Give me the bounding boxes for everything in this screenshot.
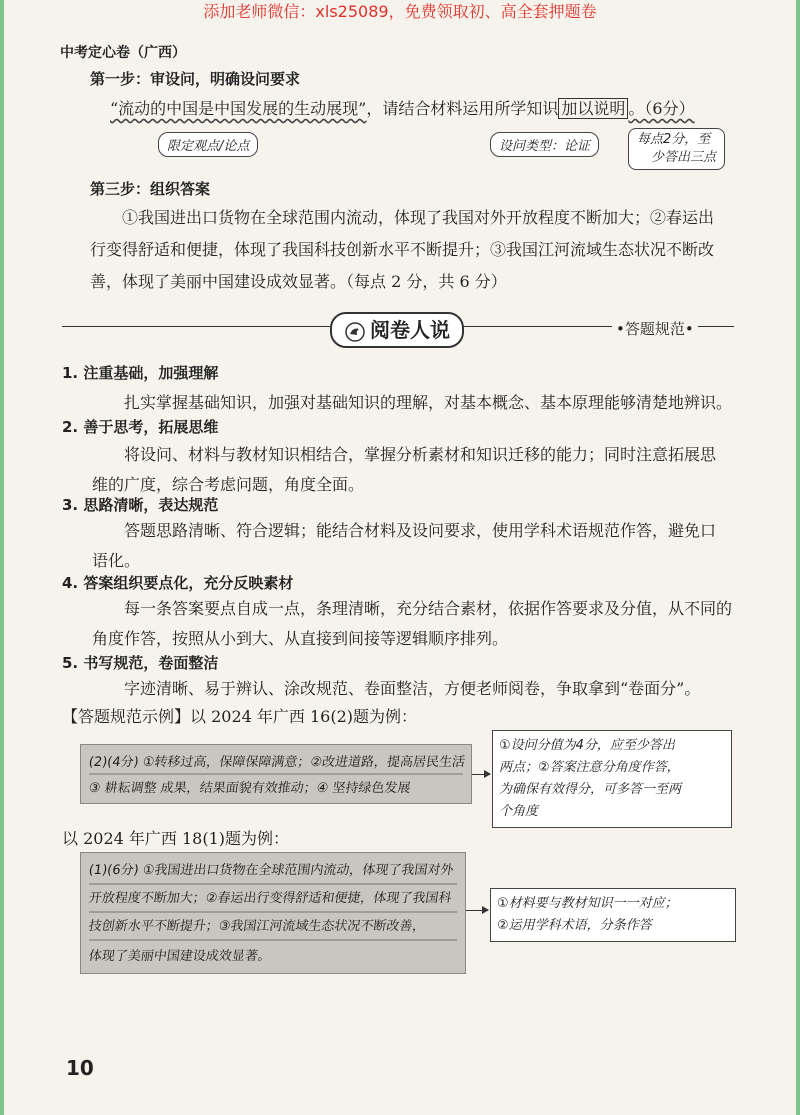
item-line: 每一条答案要点自成一点，条理清晰，充分结合素材，依据作答要求及分值，从不同的 [124, 599, 733, 618]
left-edge-strip [0, 0, 4, 1115]
question-score: 。（6分） [628, 99, 695, 118]
question-mid: ，请结合材料运用所学知识 [366, 99, 559, 118]
reviewer-icon [344, 321, 366, 343]
annotation-scoring-line1: 每点2分，至 [637, 132, 711, 147]
example1-note [492, 730, 732, 828]
note-line: 个角度 [499, 804, 539, 819]
example2-note [490, 888, 736, 942]
running-header: 中考定心卷（广西） [60, 45, 186, 61]
section-title: 阅卷人说 [370, 318, 450, 342]
question-quote: “流动的中国是中国发展的生动展现” [110, 99, 367, 118]
note-line: ①设问分值为4分，应至少答出 [499, 738, 675, 753]
handwriting-line: (2)(4分) ①转移过高，保障保障满意；②改进道路，提高居民生活 [87, 755, 467, 770]
item-line: 将设问、材料与教材知识相结合，掌握分析素材和知识迁移的能力；同时注意拓展思 [124, 445, 717, 464]
page-number: 10 [66, 1056, 94, 1080]
watermark-banner: 添加老师微信：xls25089，免费领取初、高全套押题卷 [203, 2, 597, 21]
handwriting-line: 体现了美丽中国建设成效显著。 [87, 949, 272, 964]
example1-label: 【答题规范示例】以 2024 年广西 16(2)题为例： [62, 707, 418, 726]
step3-title: 第三步：组织答案 [90, 180, 211, 198]
step1-title: 第一步：审设问，明确设问要求 [90, 70, 301, 88]
annotation-scoring [628, 128, 725, 170]
right-edge-strip [796, 0, 800, 1115]
answer-line: 善，体现了美丽中国建设成效显著。（每点 2 分，共 6 分） [90, 272, 507, 291]
item-body [92, 388, 738, 418]
arrow-connector [472, 774, 490, 775]
handwriting-line: ③ 耕耘调整 成果，结果面貌有效推动；④ 坚持绿色发展 [87, 781, 412, 796]
item-line: 维的广度，综合考虑问题，角度全面。 [92, 475, 365, 494]
item-title: 4. 答案组织要点化，充分反映素材 [62, 574, 294, 592]
item-line: 扎实掌握基础知识，加强对基础知识的理解，对基本概念、基本原理能够清楚地辨识。 [124, 393, 733, 412]
handwriting-sample-1 [80, 744, 472, 804]
item-title: 5. 书写规范，卷面整洁 [62, 654, 219, 672]
item-line: 答题思路清晰、符合逻辑；能结合材料及设问要求，使用学科术语规范作答，避免口 [124, 521, 717, 540]
item-title: 1. 注重基础，加强理解 [62, 364, 219, 382]
step3-answer [90, 202, 740, 298]
handwriting-line: 开放程度不断加大；②春运出行变得舒适和便捷，体现了我国科 [87, 891, 453, 906]
item-body [92, 594, 738, 654]
arrow-connector [466, 910, 488, 911]
answer-line: ①我国进出口货物在全球范围内流动，体现了我国对外开放程度不断加大；②春运出 [122, 208, 715, 227]
item-line: 字迹清晰、易于辨认、涂改规范、卷面整洁，方便老师阅卷，争取拿到“卷面分”。 [124, 679, 701, 698]
note-line: 为确保有效得分，可多答一至两 [499, 782, 682, 797]
question-boxed: 加以说明 [558, 98, 628, 119]
note-line: ①材料要与教材知识一一对应； [497, 896, 678, 911]
handwriting-line: 技创新水平不断提升；③我国江河流域生态状况不断改善， [87, 919, 427, 934]
note-line: 两点；②答案注意分角度作答， [499, 760, 680, 775]
annotation-viewpoint: 限定观点/论点 [158, 132, 258, 157]
annotation-scoring-line2: 少答出三点 [651, 150, 717, 165]
item-title: 2. 善于思考，拓展思维 [62, 418, 219, 436]
item-body [92, 516, 738, 576]
item-line: 语化。 [92, 551, 141, 570]
question-line [110, 96, 695, 119]
item-body [92, 674, 738, 704]
item-body [92, 440, 738, 500]
item-line: 角度作答，按照从小到大、从直接到间接等逻辑顺序排列。 [92, 629, 509, 648]
answer-line: 行变得舒适和便捷，体现了我国科技创新水平不断提升；③我国江河流域生态状况不断改 [90, 240, 715, 259]
section-title-badge [330, 312, 464, 348]
handwriting-line: (1)(6分) ①我国进出口货物在全球范围内流动，体现了我国对外 [87, 863, 455, 878]
section-tag: •答题规范• [612, 318, 698, 339]
item-title: 3. 思路清晰，表达规范 [62, 496, 219, 514]
example2-label: 以 2024 年广西 18(1)题为例： [62, 829, 290, 848]
note-line: ②运用学科术语，分条作答 [497, 918, 652, 933]
annotation-question-type: 设问类型：论证 [490, 132, 599, 157]
handwriting-sample-2 [80, 852, 466, 974]
